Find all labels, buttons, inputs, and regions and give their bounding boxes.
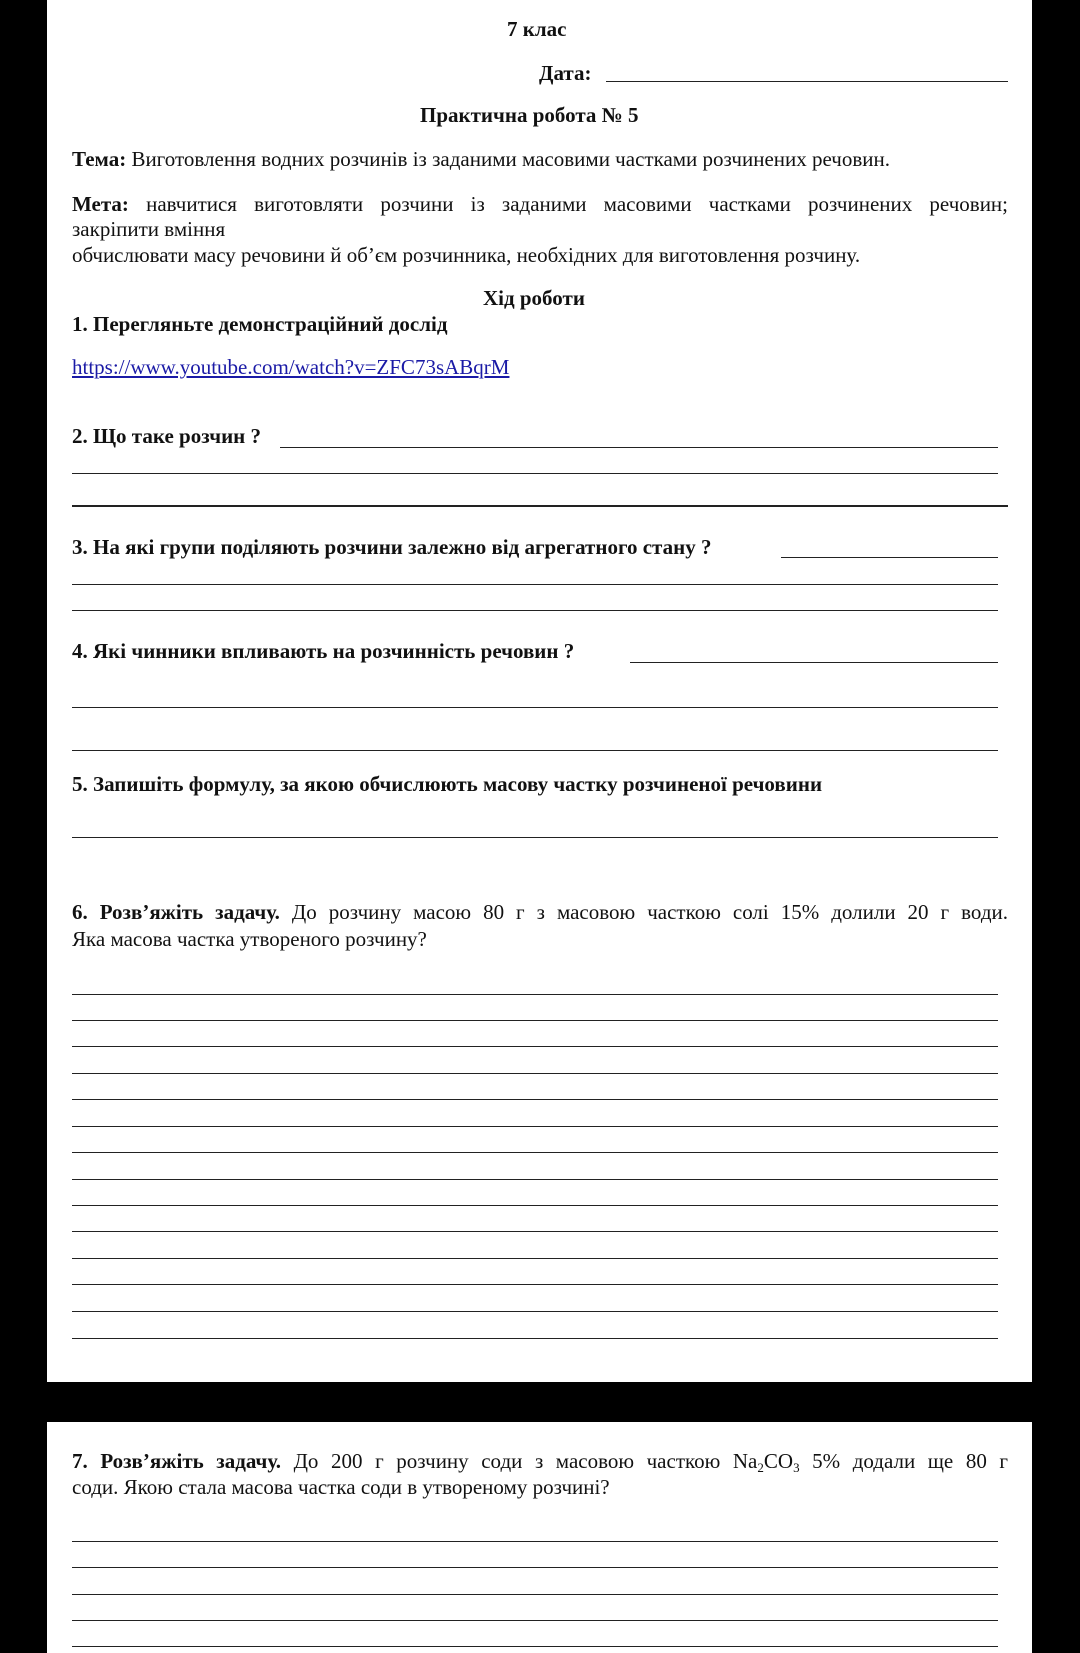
topic-text: Виготовлення водних розчинів із заданими масовими частками розчинених речовин. bbox=[131, 147, 891, 171]
answer-line[interactable] bbox=[72, 473, 998, 474]
answer-line[interactable] bbox=[781, 557, 998, 558]
answer-line[interactable] bbox=[280, 447, 998, 448]
answer-line[interactable] bbox=[72, 1311, 998, 1312]
question-6-line-1 bbox=[72, 899, 1008, 925]
question-6-text-1: До розчину масою 80 г з масовою часткою солі 15% долили 20 г води. bbox=[291, 900, 1008, 924]
answer-line[interactable] bbox=[72, 1126, 998, 1127]
question-6-text-2: Яка масова частка утвореного розчину? bbox=[72, 927, 427, 951]
question-5: 5. Запишіть формулу, за якою обчислюють масову частку розчиненої речовини bbox=[72, 772, 823, 796]
answer-line[interactable] bbox=[72, 1567, 998, 1568]
answer-line[interactable] bbox=[72, 1099, 998, 1100]
goal-text-3: обчислювати масу речовини й об’єм розчинника, необхідних для виготовлення розчину. bbox=[72, 243, 861, 267]
question-4: 4. Які чинники впливають на розчинність речовин ? bbox=[72, 639, 575, 663]
answer-line[interactable] bbox=[72, 584, 998, 585]
answer-line[interactable] bbox=[72, 1258, 998, 1259]
page-title: Практична робота № 5 bbox=[420, 103, 639, 127]
question-7-line-1 bbox=[72, 1448, 1008, 1474]
answer-line[interactable] bbox=[72, 1205, 998, 1206]
grade-label: 7 клас bbox=[507, 17, 567, 41]
question-7-text-1: До 200 г розчину соди з масовою часткою $Na_2CO_3$ 5% додали ще 80 г bbox=[293, 1449, 1009, 1475]
answer-line[interactable] bbox=[72, 505, 1008, 507]
answer-line[interactable] bbox=[630, 662, 998, 663]
video-link[interactable]: https://www.youtube.com/watch?v=ZFC73sABqrM bbox=[72, 355, 510, 379]
question-3: 3. На які групи поділяють розчини залежно від агрегатного стану ? bbox=[72, 535, 712, 559]
answer-line[interactable] bbox=[72, 1284, 998, 1285]
answer-line[interactable] bbox=[72, 1594, 998, 1595]
topic-line bbox=[72, 146, 890, 172]
answer-line[interactable] bbox=[72, 707, 998, 708]
answer-line[interactable] bbox=[72, 837, 998, 838]
answer-line[interactable] bbox=[72, 1620, 998, 1621]
progress-heading: Хід роботи bbox=[483, 286, 585, 310]
date-label: Дата: bbox=[539, 61, 592, 85]
goal-text-2: закріпити вміння bbox=[72, 217, 226, 241]
answer-line[interactable] bbox=[72, 1338, 998, 1339]
answer-line[interactable] bbox=[72, 1073, 998, 1074]
goal-line-1 bbox=[72, 191, 1008, 217]
answer-line[interactable] bbox=[72, 1179, 998, 1180]
answer-line[interactable] bbox=[72, 1541, 998, 1542]
goal-text-1: навчитися виготовляти розчини із заданими масовими частками розчинених речовин; bbox=[146, 192, 1009, 216]
answer-line[interactable] bbox=[72, 1046, 998, 1047]
question-2: 2. Що таке розчин ? bbox=[72, 424, 262, 448]
answer-line[interactable] bbox=[72, 610, 998, 611]
answer-line[interactable] bbox=[72, 1231, 998, 1232]
question-6-label: 6. Розв’яжіть задачу. bbox=[72, 900, 280, 924]
answer-line[interactable] bbox=[72, 1646, 998, 1647]
answer-line[interactable] bbox=[72, 1020, 998, 1021]
topic-label: Тема: bbox=[72, 147, 127, 171]
answer-line[interactable] bbox=[72, 1152, 998, 1153]
goal-label: Мета: bbox=[72, 192, 129, 216]
answer-line[interactable] bbox=[72, 994, 998, 995]
date-answer-line[interactable] bbox=[606, 81, 1008, 82]
question-1: 1. Перегляньте демонстраційний дослід bbox=[72, 312, 448, 336]
question-7-label: 7. Розв’яжіть задачу. bbox=[72, 1449, 282, 1473]
question-7-text-2: соди. Якою стала масова частка соди в утвореному розчині? bbox=[72, 1475, 610, 1499]
answer-line[interactable] bbox=[72, 750, 998, 751]
